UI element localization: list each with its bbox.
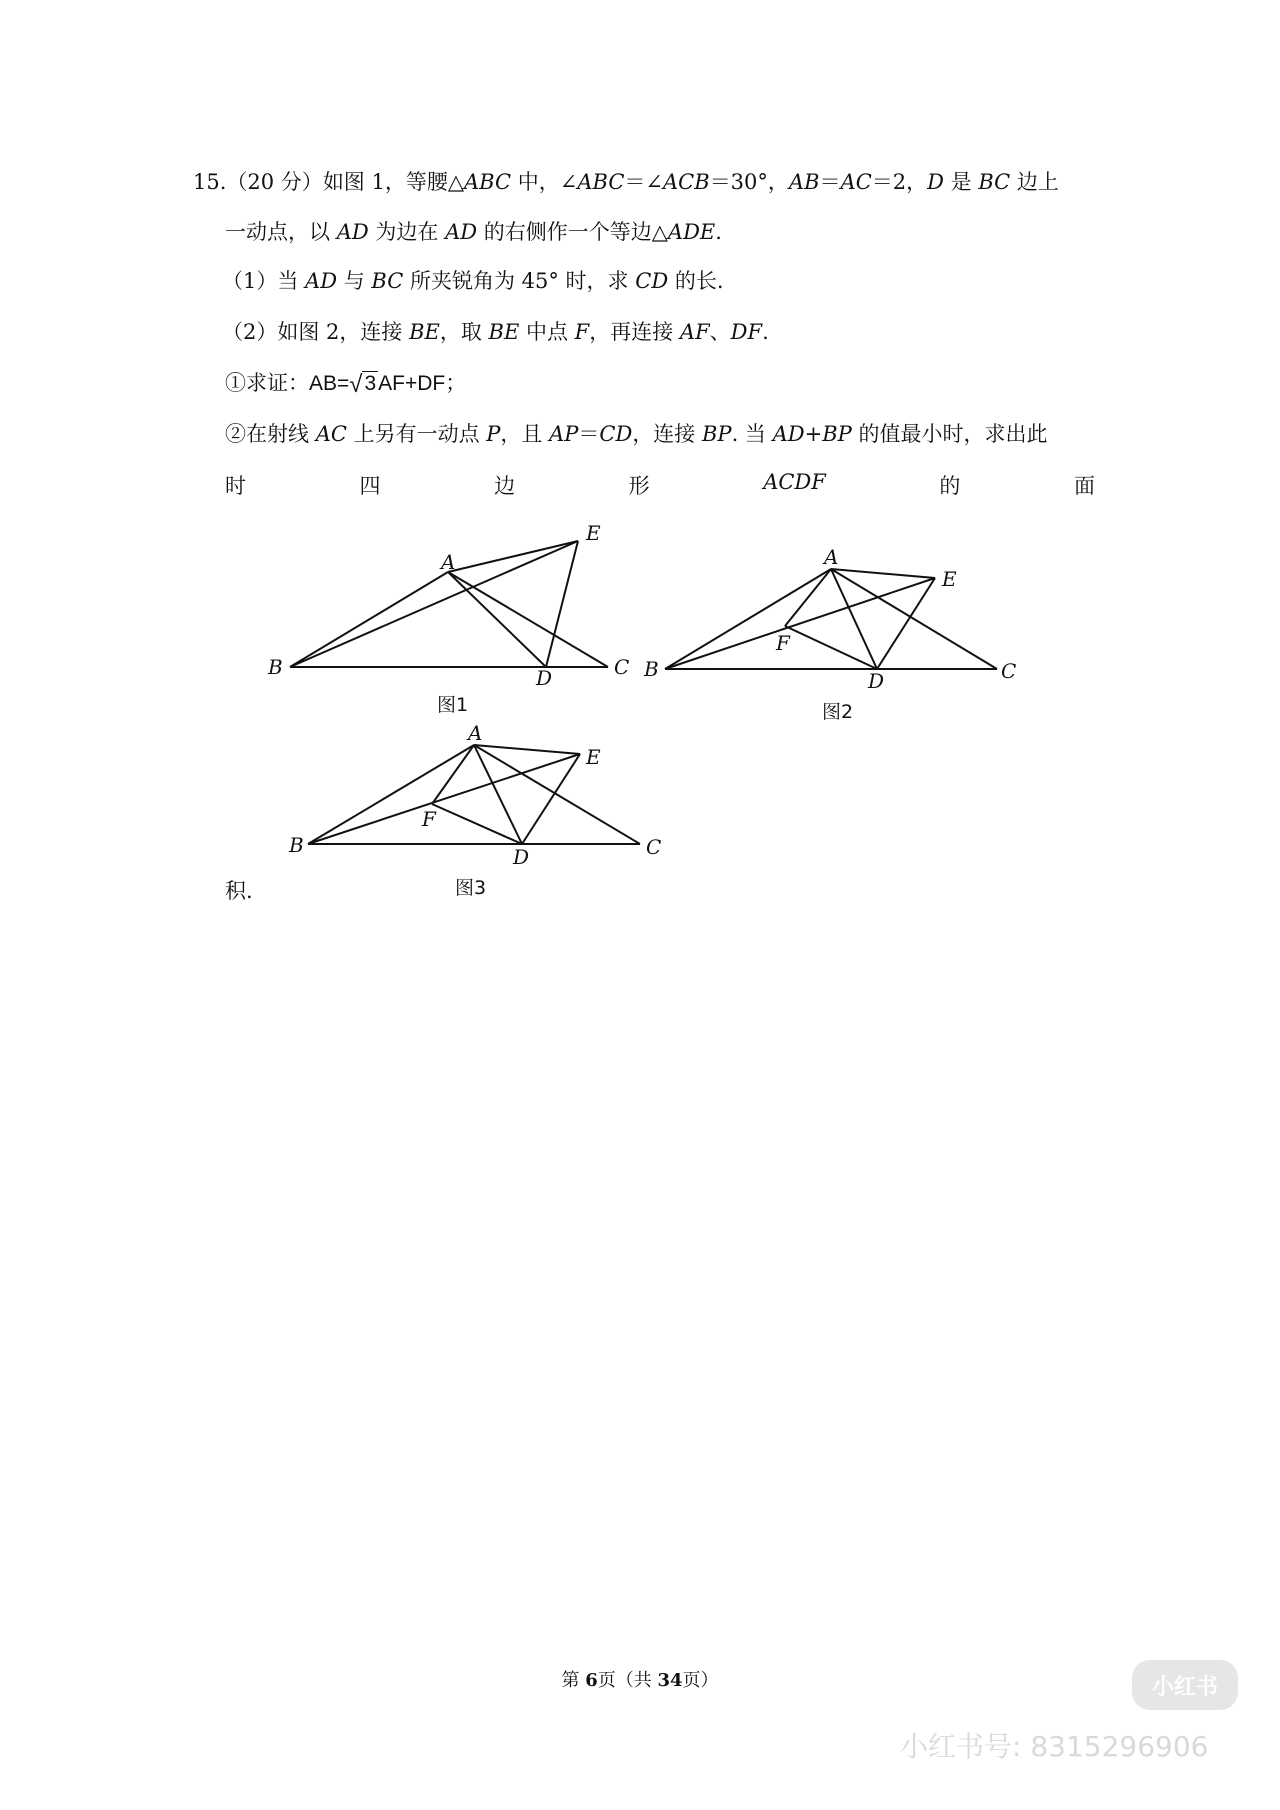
text: 四 (359, 474, 381, 498)
math: ACB (663, 170, 710, 194)
text: 上另有一动点 (346, 422, 487, 446)
text: ＝∠ (624, 170, 664, 194)
text: 页（共 (597, 1670, 658, 1691)
problem-number: 15. (193, 170, 227, 194)
segment-ed (546, 541, 578, 667)
fig2-label-c: C (1001, 659, 1017, 683)
fig2-label-f: F (776, 631, 790, 655)
fig3-label-a: A (468, 721, 483, 745)
page-number: 6 (585, 1670, 598, 1691)
segment-ad (448, 572, 546, 667)
text: ，取 (439, 320, 489, 344)
segment-ed (877, 578, 935, 669)
fig2-label-d: D (868, 669, 885, 693)
fig1-label-b: B (268, 655, 283, 679)
segment-ba (290, 572, 448, 667)
text: 是 (943, 170, 979, 194)
math: BE (488, 320, 520, 344)
fig3-label-c: C (646, 835, 662, 859)
segment-ae (474, 745, 580, 754)
segment-be (308, 754, 580, 844)
text: ＝30°， (709, 170, 789, 194)
page-total: 34 (657, 1670, 683, 1691)
segment-ae (831, 569, 935, 578)
text: ＝ (578, 422, 600, 446)
text: 边 (494, 474, 516, 498)
text: 积. (225, 879, 253, 903)
math: F (574, 320, 590, 344)
text: . (762, 320, 769, 344)
text: 面 (1073, 474, 1095, 498)
fig3-label-f: F (422, 807, 436, 831)
text: ①求证： (225, 371, 309, 395)
segment-ed (522, 754, 580, 844)
fig2-label-b: B (644, 657, 659, 681)
segment-fd (432, 804, 522, 844)
text: 、 (709, 320, 731, 344)
text: ＝ (819, 170, 841, 194)
fig3-caption: 图3 (455, 877, 487, 899)
text: ，且 (500, 422, 550, 446)
math: AD+BP (772, 422, 852, 446)
fig2-label-e: E (942, 567, 957, 591)
text: 所夹锐角为 45° 时，求 (403, 269, 636, 293)
segment-fd (785, 626, 877, 669)
text: . 当 (731, 422, 773, 446)
page-footer (0, 1666, 1280, 1692)
text: 的右侧作一个等边△ (477, 220, 668, 244)
math: AD (445, 220, 478, 244)
watermark-text: 小红书号: 8315296906 (900, 1730, 1209, 1763)
text: （2）如图 2，连接 (222, 320, 410, 344)
math: ADE (667, 220, 716, 244)
math: BC (371, 269, 404, 293)
watermark-logo: 小红书 (1132, 1660, 1238, 1710)
math: CD (599, 422, 633, 446)
fig2-label-a: A (824, 545, 839, 569)
text: 中点 (519, 320, 575, 344)
fig2-caption: 图2 (822, 701, 854, 723)
math: BE (409, 320, 440, 344)
segment-ae (448, 541, 578, 572)
segment-ba (665, 569, 831, 669)
text: 为边在 (368, 220, 446, 244)
text: 页） (682, 1670, 719, 1691)
segment-ba (308, 745, 474, 844)
fig3-label-d: D (513, 845, 530, 869)
text: ，连接 (632, 422, 702, 446)
text: 如图 1，等腰△ (322, 170, 464, 194)
text: 中，∠ (511, 170, 578, 194)
math: P (486, 422, 501, 446)
fig3-label-e: E (586, 745, 601, 769)
text: ②在射线 (225, 422, 316, 446)
fig1-label-e: E (586, 521, 601, 545)
segment-be (665, 578, 935, 669)
text: 的值最小时，求出此 (851, 422, 1048, 446)
math: AC (840, 170, 872, 194)
segment-be (290, 541, 578, 667)
segment-af (785, 569, 831, 626)
math: ABC (464, 170, 512, 194)
text: 第 (561, 1670, 586, 1691)
segment-ac (831, 569, 997, 669)
math: BC (978, 170, 1011, 194)
text: AF+DF； (378, 372, 467, 395)
math: ACDF (763, 470, 826, 494)
fig3-label-b: B (289, 833, 304, 857)
math: AD (305, 269, 338, 293)
sqrt-icon: √ (349, 371, 363, 398)
text: 与 (337, 269, 372, 293)
fig1-label-c: C (614, 655, 630, 679)
math: AB (788, 170, 820, 194)
math: CD (635, 269, 669, 293)
fig1-caption: 图1 (437, 694, 469, 716)
math: AF (679, 320, 710, 344)
math: AD (336, 220, 369, 244)
text: . (715, 220, 722, 244)
text: ，再连接 (589, 320, 680, 344)
math: D (927, 170, 944, 194)
text: 边上 (1010, 170, 1059, 194)
text: 一动点，以 (225, 220, 337, 244)
math: AC (315, 422, 347, 446)
problem-score: （20 分） (226, 170, 323, 194)
text: 的长. (668, 269, 724, 293)
math: DF (730, 320, 763, 344)
text: 时 (225, 474, 246, 498)
math: BP (702, 422, 732, 446)
text: （1）当 (222, 269, 306, 293)
text: 形 (628, 474, 650, 498)
fig1-label-a: A (441, 550, 456, 574)
fig1-label-d: D (536, 666, 553, 690)
text: AB= (309, 372, 350, 395)
segment-ac (448, 572, 608, 667)
math: AP (549, 422, 579, 446)
text: 的 (939, 474, 961, 498)
text: ＝2， (871, 170, 928, 194)
text: 3 (364, 372, 377, 395)
math: ABC (577, 170, 625, 194)
